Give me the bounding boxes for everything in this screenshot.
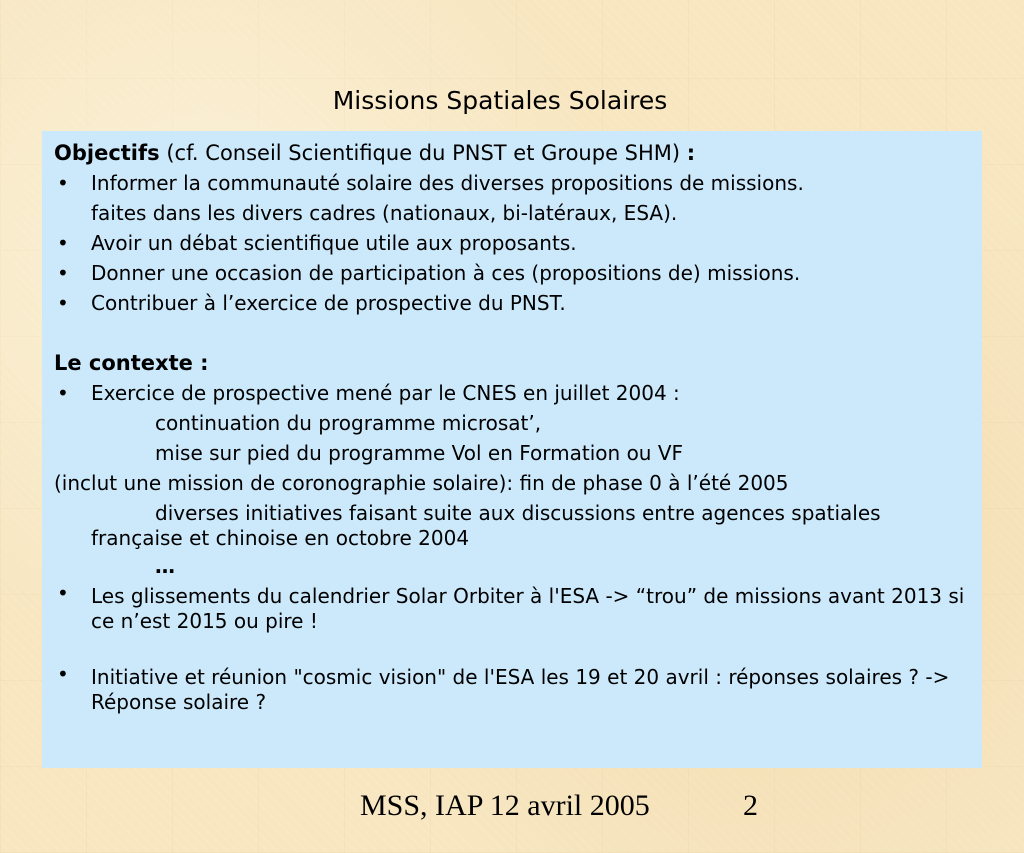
objectifs-heading-detail: (cf. Conseil Scientifique du PNST et Groupe SHM) <box>159 141 687 165</box>
objectifs-heading-colon: : <box>686 141 696 165</box>
objectifs-heading-bold: Objectifs <box>54 141 160 165</box>
objectifs-heading <box>54 138 970 168</box>
contexte-ellipsis <box>54 551 970 581</box>
section-spacer-2 <box>54 634 970 662</box>
content-box <box>42 131 982 768</box>
contexte-heading <box>54 348 970 378</box>
objectifs-bullet-4: • Contribuer à l’exercice de prospective du PNST. <box>54 288 970 318</box>
footer-event: MSS, IAP 12 avril 2005 <box>360 789 650 822</box>
contexte-sub-item-1: continuation du programme microsat’, <box>155 411 542 435</box>
objectifs-bullet-1-continuation: faites dans les divers cadres (nationaux, bi-latéraux, ESA). <box>91 201 678 225</box>
contexte-note: (inclut une mission de coronographie solaire): fin de phase 0 à l’été 2005 <box>54 471 789 495</box>
contexte-bullet-2: • Les glissements du calendrier Solar Orbiter à l'ESA -> “trou” de missions avant 2013 si ce n’est 2015 ou pire ! <box>54 581 970 634</box>
objectifs-bullet-1: • Informer la communauté solaire des diverses propositions de missions. <box>54 168 970 198</box>
contexte-heading-text: Le contexte : <box>54 351 209 375</box>
contexte-bullet-3: • Initiative et réunion "cosmic vision" de l'ESA les 19 et 20 avril : réponses solaires ? -> Réponse solaire ? <box>54 662 970 715</box>
slide-title: Missions Spatiales Solaires <box>332 86 668 115</box>
contexte-sub-item-2: mise sur pied du programme Vol en Formation ou VF <box>155 441 684 465</box>
objectifs-bullet-3: • Donner une occasion de participation à ces (propositions de) missions. <box>54 258 970 288</box>
objectifs-bullet-2: • Avoir un débat scientifique utile aux proposants. <box>54 228 970 258</box>
contexte-ellipsis-text: … <box>155 554 175 578</box>
contexte-sub-item-3: diverses initiatives faisant suite aux discussions entre agences spatiales française et chinoise en octobre 2004 <box>91 501 881 550</box>
footer-page-number: 2 <box>743 789 758 822</box>
section-spacer <box>54 318 970 348</box>
contexte-bullet-1: • Exercice de prospective mené par le CNES en juillet 2004 : <box>54 378 970 408</box>
